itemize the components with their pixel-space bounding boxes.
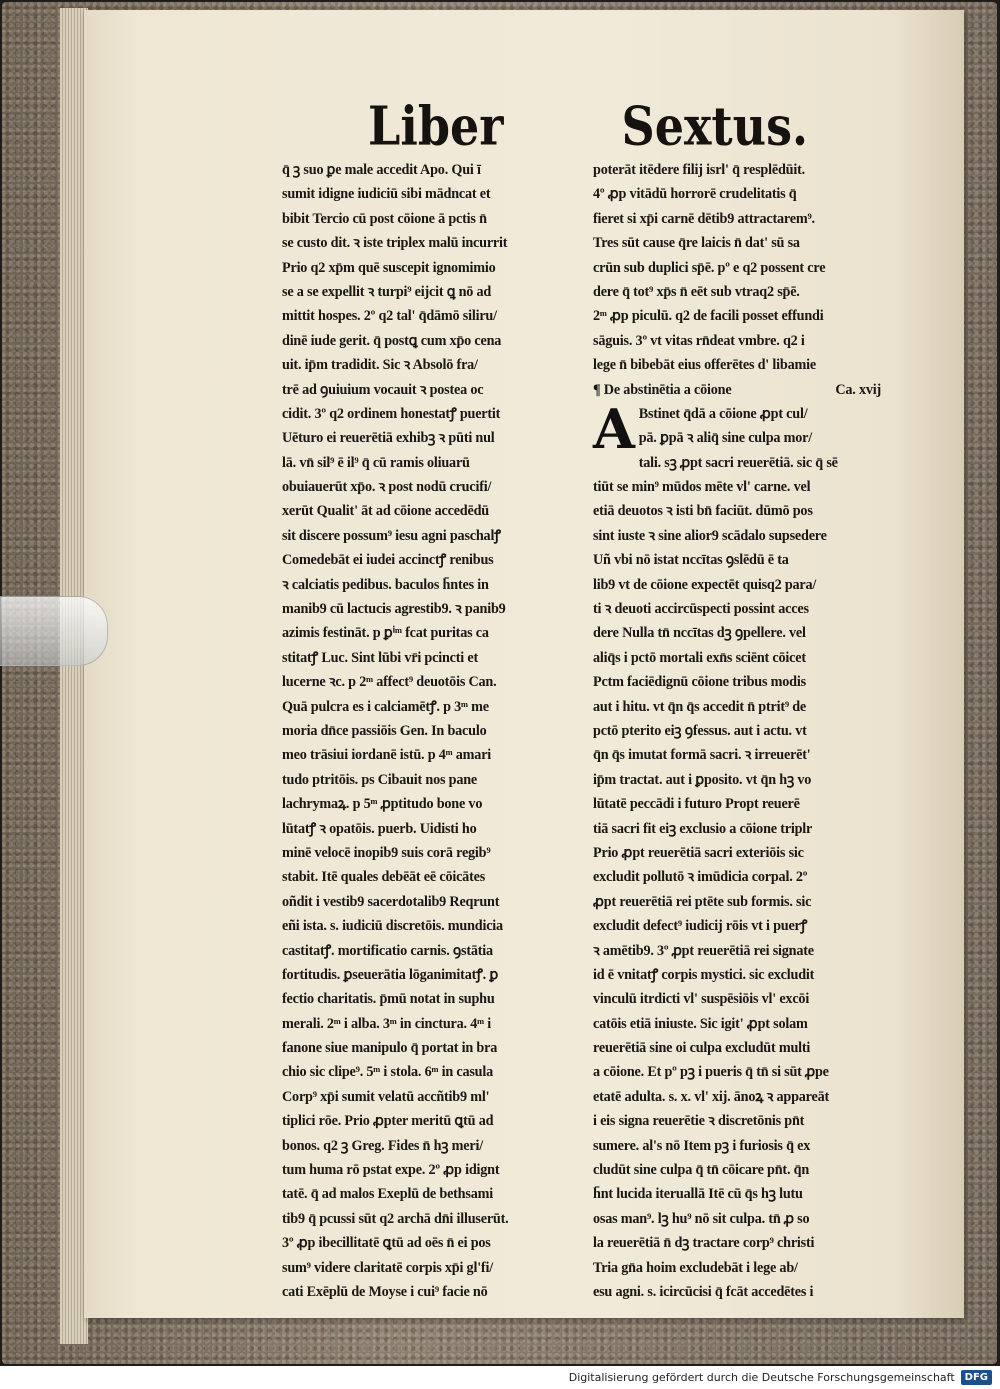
text-line: sum⁹ videre claritatē corpis xp̄i gl'fi/ bbox=[282, 1259, 493, 1276]
text-line: a cōione. Et pº pꝫ i pueris q̄ tn̄ si sūt ꝓpe bbox=[593, 1064, 829, 1081]
text-line: moria dn̄ce passiōis Gen. In baculo bbox=[282, 722, 487, 739]
text-line: Bstinet q̄dā a cōione ꝓpt cul/ bbox=[638, 405, 808, 422]
text-line: meo trāsiui iordanē istū. p 4ᵐ amari bbox=[282, 747, 492, 764]
text-line: tudo ptritōis. ps Cibauit nos pane bbox=[282, 771, 478, 788]
text-line: lib9 vt de cōione expectēt quisq2 para/ bbox=[593, 576, 817, 593]
text-line: dinē iude gerit. q̄ postꝗ cum xp̄o cena bbox=[282, 332, 502, 349]
text-line: reuerētiā sine oi culpa excludūt multi bbox=[593, 1040, 811, 1057]
text-line: Pctm faciēdignū cōione tribus modis bbox=[593, 674, 806, 691]
text-line: i eis signa reuerētie ꝛ discretōnis pn̄t bbox=[593, 1113, 805, 1130]
text-line: Tres sūt cause q̄re laicis n̄ dat' sū sa bbox=[593, 235, 800, 252]
text-line: Quā pulcra es i calciamētꝭ. p 3ᵐ me bbox=[282, 698, 489, 715]
text-line: tiā sacri fit eiꝫ exclusio a cōione triplr bbox=[593, 820, 813, 837]
text-line: ꝛ amētib9. 3º ꝓpt reuerētiā rei signate bbox=[593, 942, 814, 959]
chapter-heading-number: Ca. xvij bbox=[835, 381, 881, 398]
text-line: ꝛ calciatis pedibus. baculos h̄ntes in bbox=[282, 576, 489, 593]
text-line: lūtatē peccādi i futuro Propt reuerē bbox=[593, 796, 800, 813]
text-line: id ē vnitatꝭ corpis mystici. sic excludit bbox=[593, 966, 815, 983]
text-line: aut i hitu. vt q̄n q̄s accedit n̄ ptrit⁹ de bbox=[593, 698, 807, 715]
text-line: tiplici rōe. Prio ꝓpter meritū ꝗtū ad bbox=[282, 1113, 494, 1130]
text-line: tali. sꝫ ꝓpt sacri reuerētiā. sic q̄ sē bbox=[638, 454, 838, 471]
text-line: cati Exēplū de Moyse i cui⁹ facie nō bbox=[282, 1283, 488, 1300]
text-line: sit discere possum⁹ iesu agni paschalꝭ bbox=[282, 527, 501, 544]
text-line: fanone siue manipulo q̄ portat in bra bbox=[282, 1040, 498, 1057]
right-text-column bbox=[593, 158, 893, 1304]
text-line: lucerne ꝛc. p 2ᵐ affect⁹ deuotōis Can. bbox=[282, 674, 497, 691]
text-line: pā. ꝑpā ꝛ aliq̄ sine culpa mor/ bbox=[638, 430, 813, 447]
text-line: stitatꝭ Luc. Sint lūbi vr̄i pcincti et bbox=[282, 649, 478, 666]
text-line: q̄ ꝫ suo ꝑe male accedit Apo. Qui ī bbox=[282, 162, 481, 178]
text-line: h̄nt lucida iteruallā Itē cū q̄s hꝫ lutu bbox=[593, 1186, 803, 1203]
text-line: minē velocē inopib9 suis corā regib⁹ bbox=[282, 844, 491, 861]
text-line: manib9 cū lactucis agrestib9. ꝛ panib9 bbox=[282, 601, 506, 618]
text-line: aliq̄s i pctō mortali exn̄s sciēnt cōicet bbox=[593, 649, 806, 666]
text-line: tatē. q̄ ad malos Exeplū de bethsami bbox=[282, 1186, 493, 1203]
text-line: lūtatꝭ ꝛ opatōis. puerb. Uidisti ho bbox=[282, 820, 477, 837]
text-line: cludūt sine culpa q̄ tn̄ cōicare pn̄t. q̄n bbox=[593, 1162, 810, 1179]
text-line: oñdit i vestib9 sacerdotalib9 Reqrunt bbox=[282, 893, 500, 910]
text-line: crūn sub duplici sp̄ē. pº e q2 possent cre bbox=[593, 259, 826, 276]
text-line: lā. vn̄ sil⁹ ē il⁹ q̄ cū ramis oliuarū bbox=[282, 454, 470, 471]
text-line: tib9 q̄ pcussi sūt q2 archā dn̄i illuserūt. bbox=[282, 1210, 509, 1227]
text-line: 4º ꝓp vitādū horrorē crudelitatis q̄ bbox=[593, 186, 797, 203]
footer-bar bbox=[0, 1366, 1000, 1389]
text-line: stabit. Itē quales debēāt eē cōicātes bbox=[282, 869, 486, 886]
text-line: se custo dit. ꝛ iste triplex malū incurrit bbox=[282, 235, 508, 252]
running-head bbox=[368, 92, 808, 161]
text-line: excludit defect⁹ iudicij rōis vt i puerꝭ bbox=[593, 918, 808, 935]
text-line: sāguis. 3º vt vitas rn̄deat vmbre. q2 i bbox=[593, 332, 805, 349]
text-line: 3º ꝓp ibecillitatē ꝗtū ad oēs n̄ ei pos bbox=[282, 1235, 491, 1252]
text-line: xerūt Qualit' āt ad cōione accedēdū bbox=[282, 503, 489, 520]
text-line: Uēturo ei reuerētiā exhibꝫ ꝛ pūti nul bbox=[282, 430, 495, 447]
chapter-heading bbox=[593, 378, 893, 402]
text-line: poterāt itēdere filij isrl' q̄ resplēdūit. bbox=[593, 162, 805, 178]
text-line: sumit idigne iudiciū sibi mādncat et bbox=[282, 186, 491, 203]
left-text-column bbox=[282, 158, 572, 1304]
text-line: Prio ꝓpt reuerētiā sacri exteriōis sic bbox=[593, 844, 804, 861]
initial-letter: A bbox=[593, 396, 635, 461]
text-line: 2ᵐ ꝓp piculū. q2 de facili posset effundi bbox=[593, 308, 824, 325]
text-line: catōis etiā iniuste. Sic igit' ꝓpt solam bbox=[593, 1015, 808, 1032]
page-clip bbox=[0, 596, 108, 666]
text-line: Uñ vbi nō istat nccītas ꝯslēdū ē ta bbox=[593, 552, 789, 569]
dfg-logo: DFG bbox=[961, 1370, 992, 1385]
footer-credit: Digitalisierung gefördert durch die Deutsche Forschungsgemeinschaft bbox=[568, 1371, 955, 1384]
text-line: osas man⁹. lꝫ hu⁹ nō sit culpa. tn̄ ꝓ so bbox=[593, 1210, 810, 1227]
text-line: trē ad ꝯuiuium vocauit ꝛ postea oc bbox=[282, 381, 484, 398]
initial-block bbox=[593, 396, 893, 475]
text-line: azimis festināt. p ꝑⁱᵐ fcat puritas ca bbox=[282, 625, 489, 642]
text-line: lege n̄ bibebāt eius offerētes d' libamie bbox=[593, 357, 816, 374]
text-line: se a se expellit ꝛ turpi⁹ eijcit ꝗ nō ad bbox=[282, 283, 492, 300]
text-line: pctō pterito eiꝫ ꝯfessus. aut i actu. vt bbox=[593, 722, 807, 739]
text-line: castitatꝭ. mortificatio carnis. ꝯstātia bbox=[282, 942, 493, 959]
text-line: fortitudis. ꝑseuerātia lōganimitatꝭ. ꝑ bbox=[282, 966, 499, 983]
text-line: vinculū itrdicti vl' suspēsiōis vl' excōi bbox=[593, 991, 810, 1008]
text-line: esu agni. s. icircūcisi q̄ fcāt accedētes i bbox=[593, 1283, 814, 1300]
text-line: etiā deuotos ꝛ isti bn̄ faciūt. dūmō pos bbox=[593, 503, 813, 520]
text-line: fectio charitatis. p̄mū notat in suphu bbox=[282, 991, 495, 1008]
text-line: q̄n q̄s imutat formā sacri. ꝛ irreuerēt' bbox=[593, 747, 811, 764]
text-line: bibit Tercio cū post cōione ā pctis n̄ bbox=[282, 210, 487, 227]
text-line: lachrymaꝝ. p 5ᵐ ꝓptitudo bone vo bbox=[282, 796, 483, 813]
text-line: etatē adulta. s. x. vl' xij. ānoꝝ ꝛ appareāt bbox=[593, 1088, 830, 1105]
text-line: Corp⁹ xp̄i sumit velatū accñtib9 ml' bbox=[282, 1088, 490, 1105]
text-line: tiūt se min⁹ mūdos mēte vl' carne. vel bbox=[593, 479, 811, 496]
text-line: ꝓpt reuerētiā rei ptēte sub formis. sic bbox=[593, 893, 812, 910]
text-line: uit. ip̄m tradidit. Sic ꝛ Absolō fra/ bbox=[282, 357, 478, 374]
text-line: la reuerētiā n̄ dꝫ tractare corp⁹ christi bbox=[593, 1235, 815, 1252]
running-head-right: Sextus. bbox=[621, 94, 808, 158]
text-line: dere q̄ tot⁹ xp̄s n̄ eēt sub vtraq2 sp̄ē. bbox=[593, 283, 800, 300]
text-line: Comedebāt ei iudei accinctꝭ renibus bbox=[282, 552, 494, 569]
text-line: obuiauerūt xp̄o. ꝛ post nodū crucifi/ bbox=[282, 479, 492, 496]
text-line: cidit. 3º q2 ordinem honestatꝭ puertit bbox=[282, 405, 501, 422]
text-line: chio sic clipe⁹. 5ᵐ i stola. 6ᵐ in casula bbox=[282, 1064, 493, 1081]
chapter-heading-title: ¶ De abstinētia a cōione bbox=[593, 381, 732, 398]
text-line: Prio q2 xp̄m quē suscepit ignomimio bbox=[282, 259, 496, 276]
text-line: ip̄m tractat. aut i ꝑposito. vt q̄n hꝫ vo bbox=[593, 771, 812, 788]
text-line: ti ꝛ deuoti accircūspecti possint acces bbox=[593, 601, 809, 618]
text-line: dere Nulla tn̄ nccītas dꝫ ꝯpellere. vel bbox=[593, 625, 806, 642]
text-line: tum huma rō pstat expe. 2º ꝓp idignt bbox=[282, 1162, 500, 1179]
text-line: eñi ista. s. iudiciū discretōis. mundicia bbox=[282, 918, 503, 935]
text-line: sint iuste ꝛ sine alior9 scādalo supsedere bbox=[593, 527, 827, 544]
text-line: merali. 2ᵐ i alba. 3ᵐ in cinctura. 4ᵐ i bbox=[282, 1015, 491, 1032]
text-line: excludit pollutō ꝛ imūdicia corpal. 2º bbox=[593, 869, 808, 886]
text-line: sumere. al's nō Item pꝫ i furiosis q̄ ex bbox=[593, 1137, 811, 1154]
text-line: Tria gn̄a hoim excludebāt i lege ab/ bbox=[593, 1259, 798, 1276]
running-head-left: Liber bbox=[368, 94, 504, 158]
text-line: bonos. q2 ꝫ Greg. Fides n̄ hꝫ meri/ bbox=[282, 1137, 483, 1154]
text-line: mittit hospes. 2º q2 tal' q̄dāmō siliru/ bbox=[282, 308, 497, 325]
text-line: fieret si xp̄i carnē dētib9 attractarem⁹. bbox=[593, 210, 815, 227]
